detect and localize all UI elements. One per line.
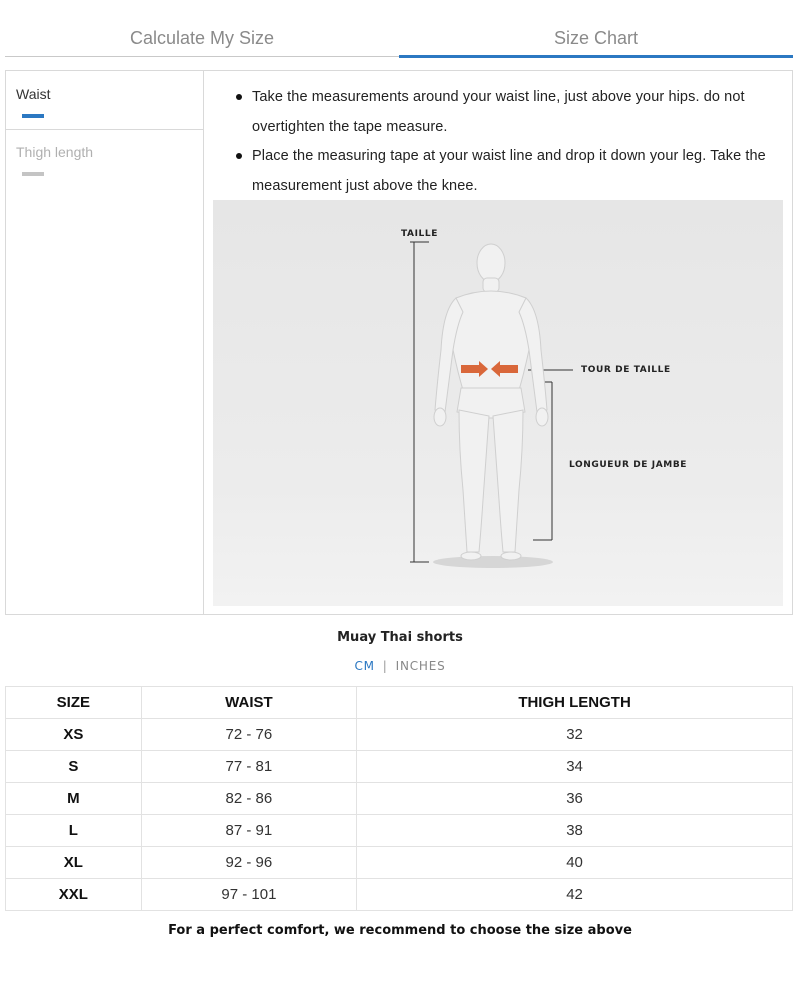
active-tab-indicator bbox=[399, 55, 793, 58]
tab-size-chart[interactable]: Size Chart bbox=[553, 28, 639, 48]
tab-calculate-my-size[interactable]: Calculate My Size bbox=[129, 28, 275, 48]
measurement-sidebar bbox=[6, 71, 204, 614]
table-row bbox=[6, 719, 793, 751]
table-row bbox=[6, 879, 793, 911]
table-header-row bbox=[6, 687, 793, 719]
instruction-item: Place the measuring tape at your waist line and drop it down your leg. Take the measurement just above the knee. bbox=[234, 142, 782, 201]
body-measurement-illustration bbox=[213, 200, 783, 606]
tab-bar bbox=[5, 0, 793, 57]
thigh-length-cell: 32 bbox=[357, 719, 793, 751]
thigh-length-cell: 34 bbox=[357, 751, 793, 783]
waist-cell: 87 - 91 bbox=[141, 815, 356, 847]
table-row bbox=[6, 783, 793, 815]
leg-length-label: LONGUEUR DE JAMBE bbox=[569, 460, 688, 470]
waist-cell: 92 - 96 bbox=[141, 847, 356, 879]
thigh-length-cell: 38 bbox=[357, 815, 793, 847]
size-cell: XXL bbox=[6, 879, 142, 911]
table-row bbox=[6, 815, 793, 847]
sidebar-item-waist[interactable] bbox=[6, 71, 203, 130]
column-header-size: SIZE bbox=[6, 687, 142, 719]
size-cell: XS bbox=[6, 719, 142, 751]
active-indicator bbox=[22, 114, 44, 118]
thigh-length-cell: 42 bbox=[357, 879, 793, 911]
measurement-content bbox=[204, 71, 792, 614]
waist-cell: 72 - 76 bbox=[141, 719, 356, 751]
unit-switcher bbox=[0, 659, 800, 673]
size-recommendation-note: For a perfect comfort, we recommend to choose the size above bbox=[168, 923, 632, 938]
size-cell: S bbox=[6, 751, 142, 783]
table-row bbox=[6, 751, 793, 783]
height-label: TAILLE bbox=[401, 229, 438, 239]
waist-cell: 97 - 101 bbox=[141, 879, 356, 911]
unit-separator: | bbox=[382, 659, 388, 673]
mannequin-figure bbox=[213, 200, 783, 606]
size-cell: M bbox=[6, 783, 142, 815]
unit-cm-toggle[interactable]: CM bbox=[354, 659, 375, 673]
product-title: Muay Thai shorts bbox=[337, 630, 463, 645]
thigh-length-cell: 40 bbox=[357, 847, 793, 879]
table-row bbox=[6, 847, 793, 879]
sidebar-item-label: Thigh length bbox=[16, 144, 94, 160]
unit-inches-toggle[interactable]: INCHES bbox=[395, 659, 446, 673]
size-cell: L bbox=[6, 815, 142, 847]
size-cell: XL bbox=[6, 847, 142, 879]
sidebar-item-label: Waist bbox=[16, 86, 51, 102]
column-header-thigh-length: THIGH LENGTH bbox=[357, 687, 793, 719]
inactive-indicator bbox=[22, 172, 44, 176]
column-header-waist: WAIST bbox=[141, 687, 356, 719]
instruction-list bbox=[234, 83, 782, 201]
instruction-item: Take the measurements around your waist line, just above your hips. do not overtighten the tape measure. bbox=[234, 83, 782, 142]
waist-cell: 77 - 81 bbox=[141, 751, 356, 783]
thigh-length-cell: 36 bbox=[357, 783, 793, 815]
measurement-panel bbox=[5, 70, 793, 615]
size-chart-table bbox=[5, 686, 793, 911]
waist-cell: 82 - 86 bbox=[141, 783, 356, 815]
sidebar-item-thigh-length[interactable] bbox=[6, 129, 203, 187]
waist-label: TOUR DE TAILLE bbox=[581, 365, 671, 375]
